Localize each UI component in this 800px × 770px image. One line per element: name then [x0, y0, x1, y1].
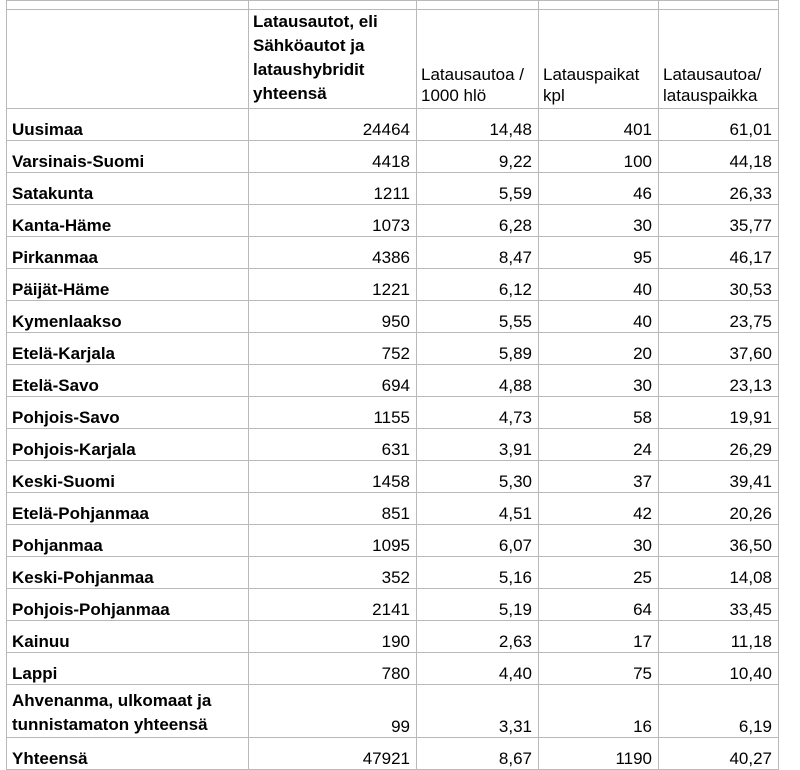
- spots-value: 30: [539, 205, 659, 237]
- cars-value: 851: [249, 493, 417, 525]
- per-1000-value: 4,88: [417, 365, 539, 397]
- per-spot-value: 37,60: [659, 333, 779, 365]
- per-spot-value: 30,53: [659, 269, 779, 301]
- table-row: [7, 333, 779, 365]
- region-name: Kanta-Häme: [7, 205, 249, 237]
- per-1000-value: 6,12: [417, 269, 539, 301]
- spots-value: 95: [539, 237, 659, 269]
- per-1000-value: 6,07: [417, 525, 539, 557]
- per-spot-value: 14,08: [659, 557, 779, 589]
- cars-value: 352: [249, 557, 417, 589]
- per-spot-value: 35,77: [659, 205, 779, 237]
- table-row: [7, 237, 779, 269]
- per-1000-value: 4,73: [417, 397, 539, 429]
- per-spot-value: 44,18: [659, 141, 779, 173]
- region-name: Keski-Suomi: [7, 461, 249, 493]
- per-spot-value: 40,27: [659, 738, 779, 770]
- region-name: Pohjois-Savo: [7, 397, 249, 429]
- spots-value: 58: [539, 397, 659, 429]
- table-row: [7, 397, 779, 429]
- region-name: Pohjanmaa: [7, 525, 249, 557]
- spots-value: 1190: [539, 738, 659, 770]
- spots-value: 30: [539, 365, 659, 397]
- cars-value: 2141: [249, 589, 417, 621]
- spots-value: 20: [539, 333, 659, 365]
- table-row: [7, 493, 779, 525]
- per-spot-value: 36,50: [659, 525, 779, 557]
- region-name: Etelä-Pohjanmaa: [7, 493, 249, 525]
- table-row: [7, 738, 779, 770]
- top-stub-row: [7, 1, 779, 10]
- per-1000-value: 14,48: [417, 109, 539, 141]
- region-name: Satakunta: [7, 173, 249, 205]
- cars-value: 631: [249, 429, 417, 461]
- per-spot-value: 19,91: [659, 397, 779, 429]
- region-name: Lappi: [7, 653, 249, 685]
- table-row: [7, 621, 779, 653]
- per-spot-value: 23,75: [659, 301, 779, 333]
- per-1000-value: 2,63: [417, 621, 539, 653]
- per-spot-value: 11,18: [659, 621, 779, 653]
- spots-value: 401: [539, 109, 659, 141]
- table-row: [7, 301, 779, 333]
- spots-value: 37: [539, 461, 659, 493]
- table-row: [7, 525, 779, 557]
- region-name: Etelä-Karjala: [7, 333, 249, 365]
- spots-value: 75: [539, 653, 659, 685]
- cars-value: 950: [249, 301, 417, 333]
- per-spot-value: 39,41: [659, 461, 779, 493]
- per-spot-value: 26,33: [659, 173, 779, 205]
- cars-value: 780: [249, 653, 417, 685]
- cars-value: 1155: [249, 397, 417, 429]
- per-spot-value: 6,19: [659, 685, 779, 738]
- per-1000-value: 6,28: [417, 205, 539, 237]
- spots-value: 40: [539, 301, 659, 333]
- per-spot-value: 61,01: [659, 109, 779, 141]
- per-spot-value: 46,17: [659, 237, 779, 269]
- region-name: Keski-Pohjanmaa: [7, 557, 249, 589]
- table-row: [7, 557, 779, 589]
- per-spot-value: 20,26: [659, 493, 779, 525]
- region-name: Ahvenanma, ulkomaat ja tunnistamaton yhteensä: [7, 685, 249, 738]
- per-spot-value: 33,45: [659, 589, 779, 621]
- spots-value: 46: [539, 173, 659, 205]
- per-spot-value: 23,13: [659, 365, 779, 397]
- region-name: Päijät-Häme: [7, 269, 249, 301]
- table-row: [7, 109, 779, 141]
- header-spots: Latauspaikat kpl: [539, 10, 659, 109]
- cars-value: 4418: [249, 141, 417, 173]
- header-cars: Latausautot, eli Sähköautot ja lataushybridit yhteensä: [249, 10, 417, 109]
- table-row: [7, 685, 779, 738]
- per-1000-value: 5,59: [417, 173, 539, 205]
- region-name: Pohjois-Karjala: [7, 429, 249, 461]
- per-1000-value: 5,16: [417, 557, 539, 589]
- per-1000-value: 9,22: [417, 141, 539, 173]
- region-name: Kainuu: [7, 621, 249, 653]
- region-name: Uusimaa: [7, 109, 249, 141]
- per-spot-value: 26,29: [659, 429, 779, 461]
- spots-value: 100: [539, 141, 659, 173]
- spots-value: 40: [539, 269, 659, 301]
- spots-value: 30: [539, 525, 659, 557]
- table-row: [7, 205, 779, 237]
- table-row: [7, 653, 779, 685]
- spots-value: 16: [539, 685, 659, 738]
- per-1000-value: 5,55: [417, 301, 539, 333]
- spots-value: 24: [539, 429, 659, 461]
- spots-value: 25: [539, 557, 659, 589]
- table-row: [7, 365, 779, 397]
- table-row: [7, 589, 779, 621]
- spots-value: 17: [539, 621, 659, 653]
- cars-value: 1095: [249, 525, 417, 557]
- cars-value: 190: [249, 621, 417, 653]
- table-row: [7, 173, 779, 205]
- spots-value: 42: [539, 493, 659, 525]
- per-1000-value: 4,40: [417, 653, 539, 685]
- header-region: [7, 10, 249, 109]
- per-1000-value: 3,91: [417, 429, 539, 461]
- per-1000-value: 8,47: [417, 237, 539, 269]
- region-name: Varsinais-Suomi: [7, 141, 249, 173]
- per-1000-value: 4,51: [417, 493, 539, 525]
- table-row: [7, 141, 779, 173]
- table-row: [7, 429, 779, 461]
- cars-value: 24464: [249, 109, 417, 141]
- cars-value: 47921: [249, 738, 417, 770]
- per-spot-value: 10,40: [659, 653, 779, 685]
- header-per-1000: Latausautoa / 1000 hlö: [417, 10, 539, 109]
- cars-value: 1211: [249, 173, 417, 205]
- region-name: Kymenlaakso: [7, 301, 249, 333]
- cars-value: 99: [249, 685, 417, 738]
- cars-value: 1073: [249, 205, 417, 237]
- table-row: [7, 269, 779, 301]
- per-1000-value: 5,19: [417, 589, 539, 621]
- per-1000-value: 5,30: [417, 461, 539, 493]
- header-row: [7, 10, 779, 109]
- cars-value: 4386: [249, 237, 417, 269]
- region-name: Etelä-Savo: [7, 365, 249, 397]
- cars-value: 1458: [249, 461, 417, 493]
- table-row: [7, 461, 779, 493]
- data-table: [6, 0, 779, 770]
- header-per-spot: Latausautoa/ latauspaikka: [659, 10, 779, 109]
- spots-value: 64: [539, 589, 659, 621]
- cars-value: 1221: [249, 269, 417, 301]
- cars-value: 694: [249, 365, 417, 397]
- region-name: Yhteensä: [7, 738, 249, 770]
- region-name: Pohjois-Pohjanmaa: [7, 589, 249, 621]
- per-1000-value: 3,31: [417, 685, 539, 738]
- per-1000-value: 8,67: [417, 738, 539, 770]
- region-name: Pirkanmaa: [7, 237, 249, 269]
- per-1000-value: 5,89: [417, 333, 539, 365]
- cars-value: 752: [249, 333, 417, 365]
